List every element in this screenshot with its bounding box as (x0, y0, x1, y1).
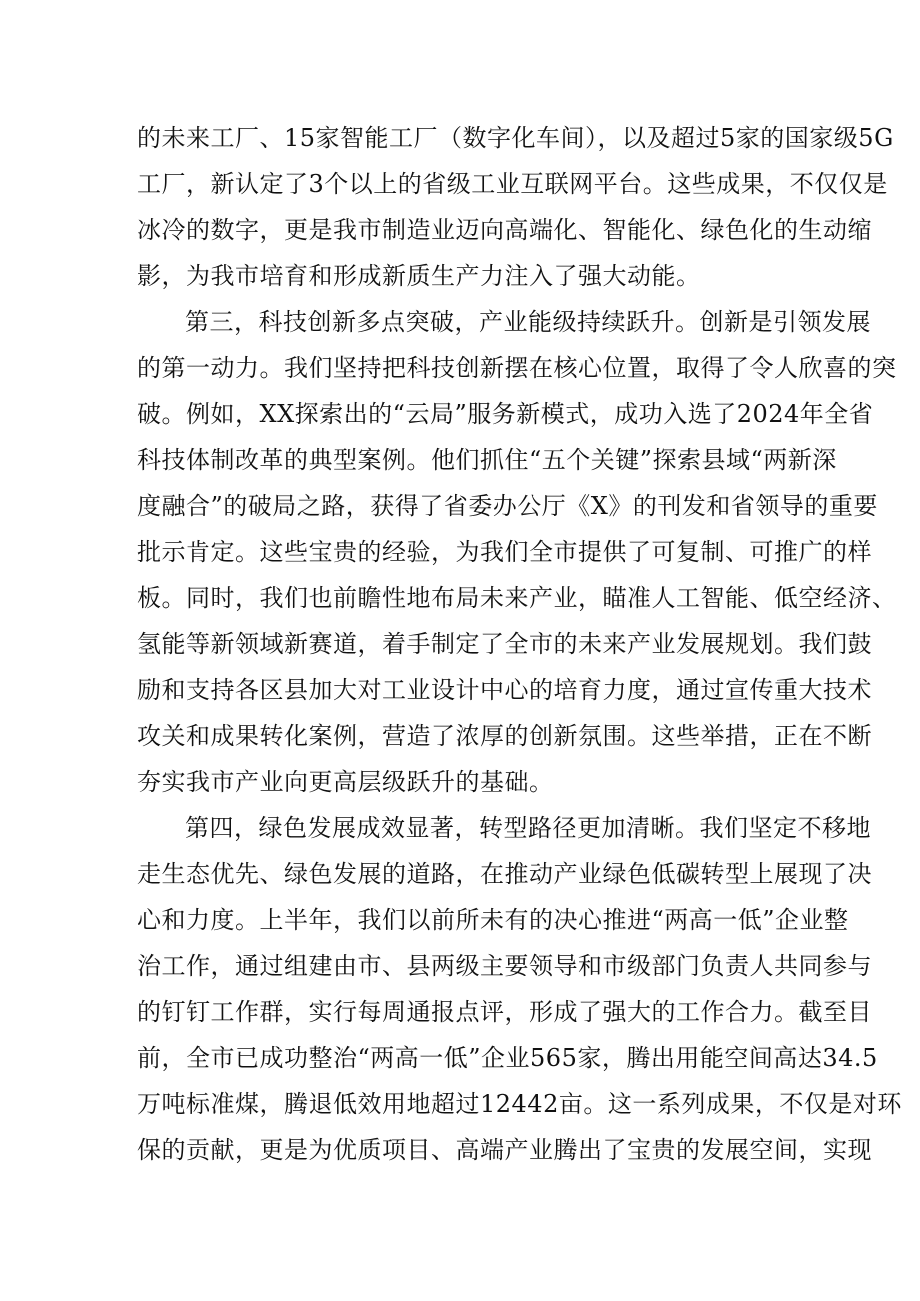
text-line: 板。同时，我们也前瞻性地布局未来产业，瞄准人工智能、低空经济、 (137, 584, 897, 612)
text-line: 第四，绿色发展成效显著，转型路径更加清晰。我们坚定不移地 (185, 814, 871, 842)
text-line: 治工作，通过组建由市、县两级主要领导和市级部门负责人共同参与 (137, 952, 872, 980)
text-line: 批示肯定。这些宝贵的经验，为我们全市提供了可复制、可推广的样 (137, 538, 872, 566)
text-line: 氢能等新领域新赛道，着手制定了全市的未来产业发展规划。我们鼓 (137, 630, 872, 658)
document-body (137, 115, 902, 1173)
text-line: 的第一动力。我们坚持把科技创新摆在核心位置，取得了令人欣喜的突 (137, 354, 897, 382)
text-line: 工厂，新认定了3个以上的省级工业互联网平台。这些成果，不仅仅是 (137, 170, 888, 198)
text-line: 冰冷的数字，更是我市制造业迈向高端化、智能化、绿色化的生动缩 (137, 216, 872, 244)
text-line: 的钉钉工作群，实行每周通报点评，形成了强大的工作合力。截至目 (137, 998, 872, 1026)
text-line: 第三，科技创新多点突破，产业能级持续跃升。创新是引领发展 (185, 308, 871, 336)
text-line: 影，为我市培育和形成新质生产力注入了强大动能。 (137, 262, 701, 290)
text-line: 励和支持各区县加大对工业设计中心的培育力度，通过宣传重大技术 (137, 676, 872, 704)
text-line: 夯实我市产业向更高层级跃升的基础。 (137, 768, 554, 796)
text-line: 攻关和成果转化案例，营造了浓厚的创新氛围。这些举措，正在不断 (137, 722, 872, 750)
text-line: 破。例如，XX探索出的“云局”服务新模式，成功入选了2024年全省 (137, 400, 874, 428)
text-line: 的未来工厂、15家智能工厂（数字化车间），以及超过5家的国家级5G (137, 124, 894, 152)
text-line: 度融合”的破局之路，获得了省委办公厅《X》的刊发和省领导的重要 (137, 492, 878, 520)
text-line: 前，全市已成功整治“两高一低”企业565家，腾出用能空间高达34.5 (137, 1044, 878, 1072)
text-line: 保的贡献，更是为优质项目、高端产业腾出了宝贵的发展空间，实现 (137, 1136, 872, 1164)
text-line: 万吨标准煤，腾退低效用地超过12442亩。这一系列成果，不仅是对环 (137, 1090, 902, 1118)
text-line: 科技体制改革的典型案例。他们抓住“五个关键”探索县域“两新深 (137, 446, 837, 474)
text-line: 走生态优先、绿色发展的道路，在推动产业绿色低碳转型上展现了决 (137, 860, 872, 888)
text-line: 心和力度。上半年，我们以前所未有的决心推进“两高一低”企业整 (137, 906, 849, 934)
